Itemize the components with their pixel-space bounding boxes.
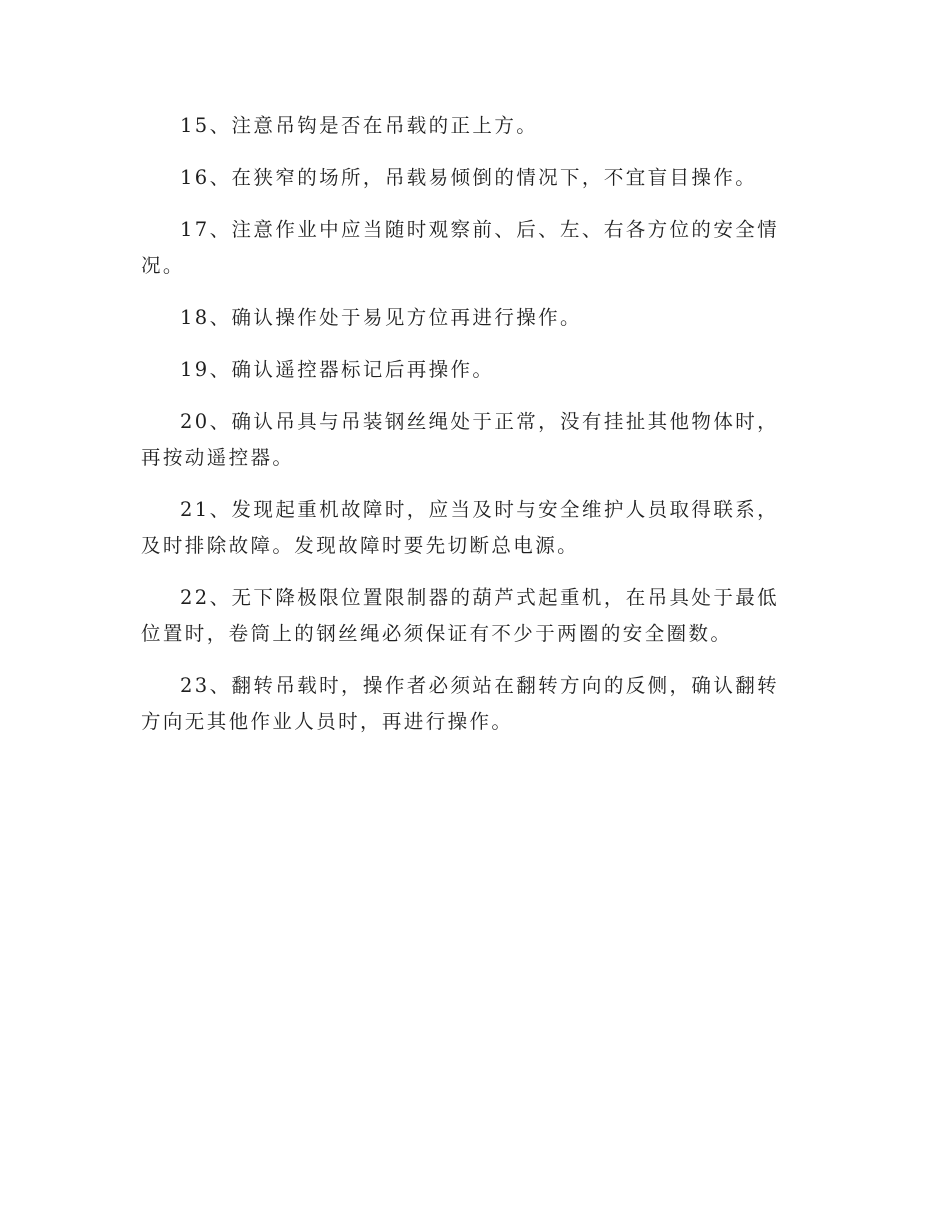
- paragraph-19: 19、确认遥控器标记后再操作。: [180, 358, 495, 381]
- paragraph-15: 15、注意吊钩是否在吊载的正上方。: [180, 114, 539, 137]
- document-body: [141, 108, 797, 756]
- paragraph-23: 23、翻转吊载时，操作者必须站在翻转方向的反侧，确认翻转方向无其他作业人员时，再进行操作。: [141, 674, 780, 733]
- paragraph-20: 20、确认吊具与吊装钢丝绳处于正常，没有挂扯其他物体时，再按动遥控器。: [141, 410, 780, 469]
- paragraph-21: 21、发现起重机故障时，应当及时与安全维护人员取得联系，及时排除故障。发现故障时要先切断总电源。: [141, 498, 780, 557]
- paragraph-22: 22、无下降极限位置限制器的葫芦式起重机，在吊具处于最低位置时，卷筒上的钢丝绳必须保证有不少于两圈的安全圈数。: [141, 586, 780, 645]
- paragraph-18: 18、确认操作处于易见方位再进行操作。: [180, 306, 582, 329]
- paragraph-17: 17、注意作业中应当随时观察前、后、左、右各方位的安全情况。: [141, 218, 780, 277]
- paragraph-16: 16、在狭窄的场所，吊载易倾倒的情况下，不宜盲目操作。: [180, 166, 758, 189]
